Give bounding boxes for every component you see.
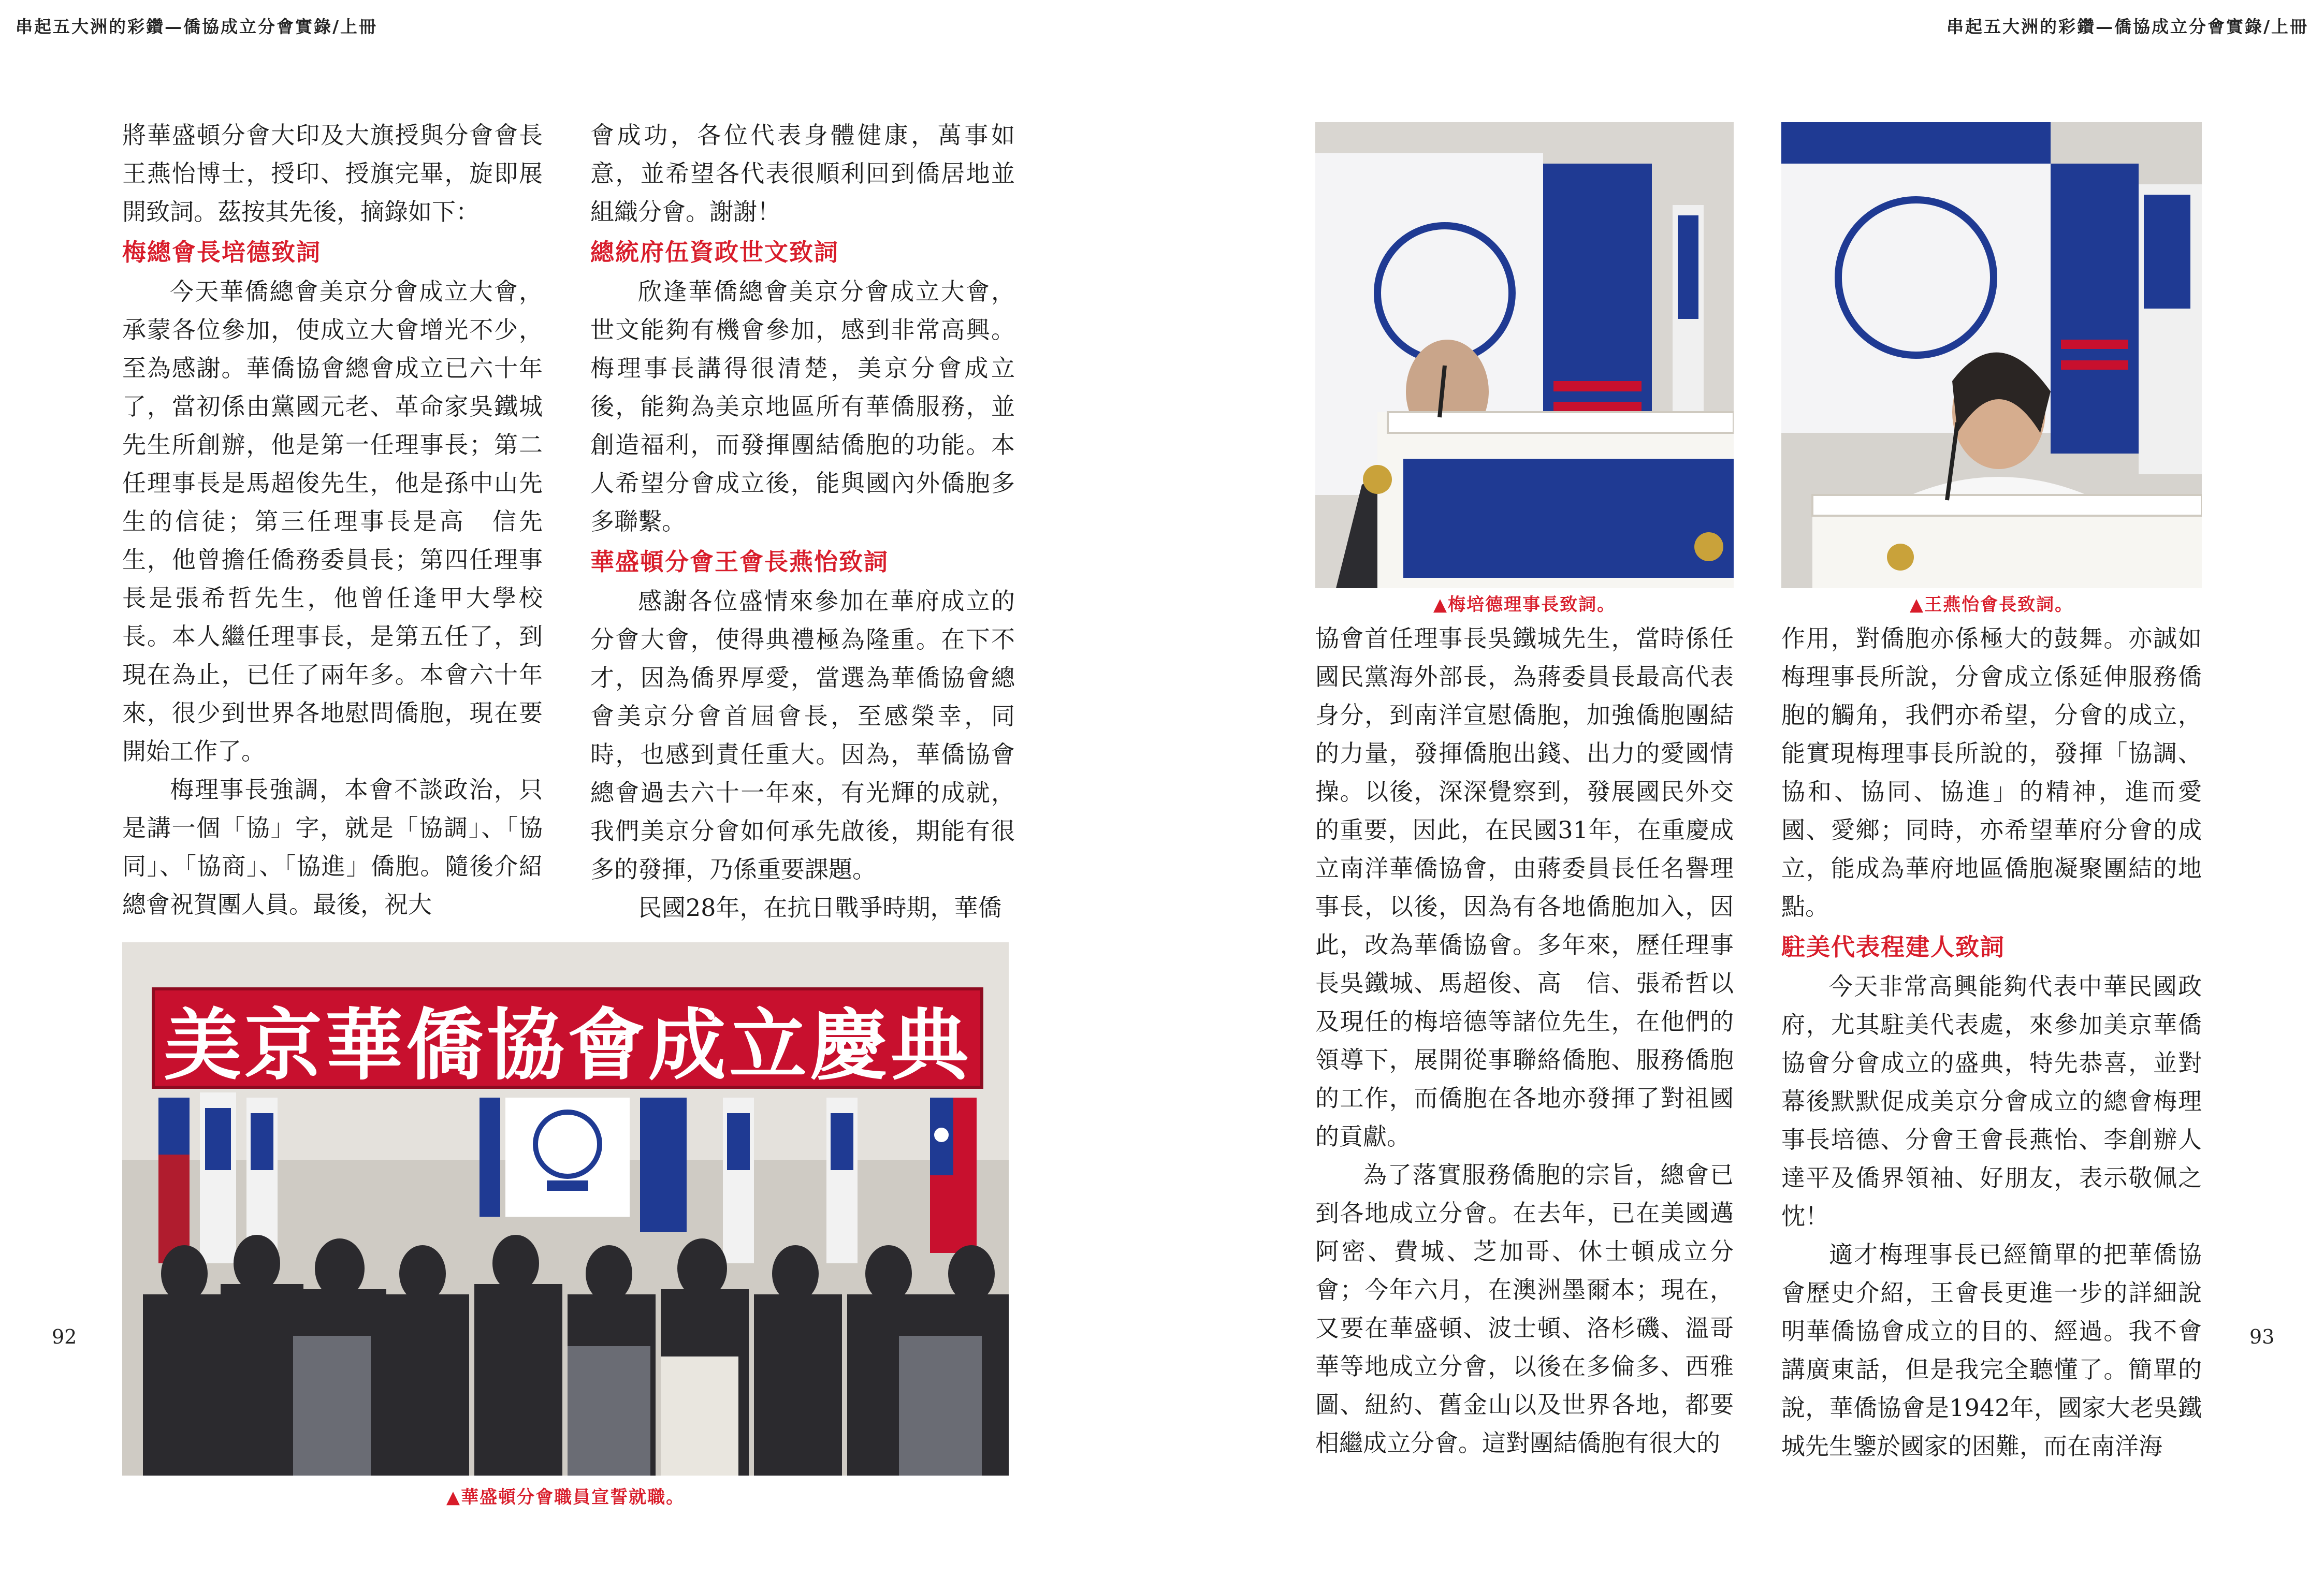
wang-photo-illustration [1781, 122, 2202, 588]
running-header-left: 串起五大洲的彩鑽—僑協成立分會實錄/上冊 [16, 17, 378, 37]
paragraph: 為了落實服務僑胞的宗旨，總會已到各地成立分會。在去年，已在美國邁阿密、費城、芝加哥、休士頓成立分會；今年六月，在澳洲墨爾本；現在，又要在華盛頓、波士頓、洛杉磯、溫哥華等地成立分會，以後在多倫多、西雅圖、紐約、舊金山以及世界各地，都要相繼成立分會。這對團結僑胞有很大的 [1315, 1161, 1734, 1457]
running-header-right: 串起五大洲的彩鑽—僑協成立分會實錄/上冊 [1946, 17, 2308, 37]
paragraph: 欣逢華僑總會美京分會成立大會，世文能夠有機會參加，感到非常高興。梅理事長講得很清楚，美京分會成立後，能夠為美京地區所有華僑服務，並創造福利，而發揮團結僑胞的功能。本人希望分會成立後，能與國內外僑胞多多聯繫。 [590, 278, 1015, 535]
right-column-1 [1315, 619, 1734, 1462]
mei-photo-illustration [1315, 122, 1734, 588]
page-number-left: 92 [52, 1325, 77, 1348]
paragraph: 今天非常高興能夠代表中華民國政府，尤其駐美代表處，來參加美京華僑協會分會成立的盛典，特先恭喜，並對幕後默默促成美京分會成立的總會梅理事長培德、分會王會長燕怡、李創辦人達平及僑界領袖、好朋友，表示敬佩之忱！ [1781, 972, 2202, 1230]
wang-speech-photo [1781, 122, 2202, 588]
right-page [1162, 0, 2324, 1590]
paragraph: 今天華僑總會美京分會成立大會，承蒙各位參加，使成立大會增光不少，至為感謝。華僑協會總會成立已六十年了，當初係由黨國元老、革命家吳鐵城先生所創辦，他是第一任理事長；第二任理事長是馬超俊先生，他是孫中山先生的信徒；第三任理事長是高 信先生，他曾擔任僑務委員長；第四任理事長是張希哲先生，他曾任逢甲大學校長。本人繼任理事長，是第五任了，到現在為止，已任了兩年多。本會六十年來，很少到世界各地慰問僑胞，現在要開始工作了。 [122, 278, 543, 765]
paragraph: 民國28年，在抗日戰爭時期，華僑 [638, 894, 1002, 922]
oath-ceremony-photo [122, 942, 1009, 1476]
section-heading-wu: 總統府伍資政世文致詞 [590, 238, 839, 266]
paragraph: 作用，對僑胞亦係極大的鼓舞。亦誠如梅理事長所說，分會成立係延伸服務僑胞的觸角，我們亦希望，分會的成立，能實現梅理事長所說的，發揮「協調、協和、協同、協進」的精神，進而愛國、愛鄉；同時，亦希望華府分會的成立，能成為華府地區僑胞凝聚團結的地點。 [1781, 624, 2202, 921]
mei-photo-caption: ▲梅培德理事長致詞。 [1433, 594, 1616, 615]
right-column-2 [1781, 619, 2202, 1465]
left-column-1 [122, 116, 543, 924]
paragraph: 梅理事長強調，本會不談政治，只是講一個「協」字，就是「協調」、「協同」、「協商」、「協進」僑胞。隨後介紹總會祝賀團人員。最後，祝大 [122, 776, 543, 918]
wang-photo-caption: ▲王燕怡會長致詞。 [1909, 594, 2074, 615]
page-number-right: 93 [2249, 1325, 2275, 1348]
paragraph: 會成功，各位代表身體健康，萬事如意，並希望各代表很順利回到僑居地並組織分會。謝謝！ [590, 121, 1015, 226]
oath-photo-caption: ▲華盛頓分會職員宣誓就職。 [446, 1487, 685, 1508]
section-heading-cheng: 駐美代表程建人致詞 [1781, 933, 2005, 961]
section-heading-mei: 梅總會長培德致詞 [122, 238, 321, 266]
banner-text: 美京華僑協會成立慶典 [163, 1001, 971, 1091]
paragraph: 將華盛頓分會大印及大旗授與分會會長王燕怡博士，授印、授旗完畢，旋即展開致詞。茲按其先後，摘錄如下： [122, 121, 543, 226]
section-heading-wang: 華盛頓分會王會長燕怡致詞 [590, 548, 889, 576]
paragraph: 協會首任理事長吳鐵城先生，當時係任國民黨海外部長，為蔣委員長最高代表身分，到南洋宣慰僑胞，加強僑胞團結的力量，發揮僑胞出錢、出力的愛國情操。以後，深深覺察到，發展國民外交的重要，因此，在民國31年，在重慶成立南洋華僑協會，由蔣委員長任名譽理事長，以後，因為有各地僑胞加入，因此，改為華僑協會。多年來，歷任理事長吳鐵城、馬超俊、高 信、張希哲以及現任的梅培德等諸位先生，在他們的領導下，展開從事聯絡僑胞、服務僑胞的工作，而僑胞在各地亦發揮了對祖國的貢獻。 [1315, 624, 1734, 1150]
paragraph: 適才梅理事長已經簡單的把華僑協會歷史介紹，王會長更進一步的詳細說明華僑協會成立的目的、經過。我不會講廣東話，但是我完全聽懂了。簡單的說，華僑協會是1942年，國家大老吳鐵城先生鑒於國家的困難，而在南洋海 [1781, 1241, 2202, 1460]
left-column-2 [590, 116, 1015, 927]
paragraph: 感謝各位盛情來參加在華府成立的分會大會，使得典禮極為隆重。在下不才，因為僑界厚愛，當選為華僑協會總會美京分會首屆會長，至感榮幸，同時，也感到責任重大。因為，華僑協會總會過去六十一年來，有光輝的成就，我們美京分會如何承先啟後，期能有很多的發揮，乃係重要課題。 [590, 587, 1015, 883]
mei-speech-photo [1315, 122, 1734, 588]
